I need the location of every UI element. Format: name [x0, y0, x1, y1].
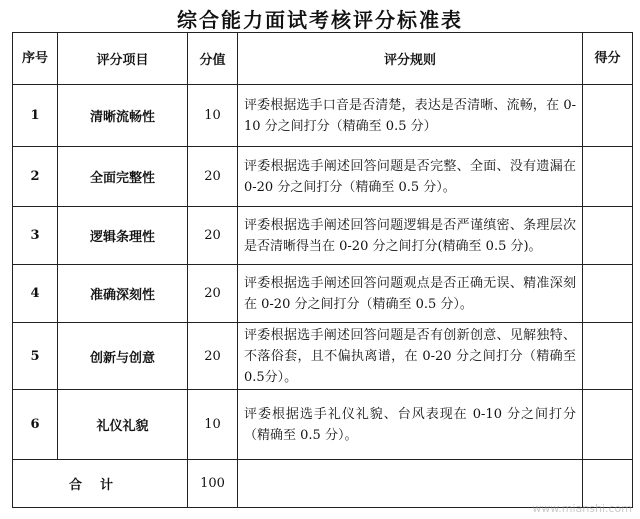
row-points: 10 — [188, 85, 238, 147]
table-row — [13, 85, 633, 147]
header-no: 序号 — [13, 33, 58, 85]
header-points: 分值 — [188, 33, 238, 85]
total-points: 100 — [188, 460, 238, 508]
row-points: 10 — [188, 390, 238, 460]
row-item: 全面完整性 — [58, 147, 188, 207]
table-row — [13, 147, 633, 207]
row-item: 准确深刻性 — [58, 265, 188, 323]
total-rule-cell — [238, 460, 583, 508]
row-score-cell[interactable] — [583, 85, 633, 147]
row-points: 20 — [188, 323, 238, 390]
row-no: 6 — [13, 390, 58, 460]
table-row — [13, 207, 633, 265]
row-item: 礼仪礼貌 — [58, 390, 188, 460]
table-header-row — [13, 33, 633, 85]
row-points: 20 — [188, 147, 238, 207]
row-rule: 评委根据选手礼仪礼貌、台风表现在 0-10 分之间打分（精确至 0.5 分）。 — [238, 390, 583, 460]
table-row — [13, 265, 633, 323]
total-label: 合计 — [13, 460, 188, 508]
table-row — [13, 323, 633, 390]
row-score-cell[interactable] — [583, 207, 633, 265]
page-title: 综合能力面试考核评分标准表 — [177, 8, 463, 32]
watermark: www.mianshi.com — [532, 502, 632, 515]
total-row — [13, 460, 633, 508]
row-rule: 评委根据选手口音是否清楚，表达是否清晰、流畅，在 0-10 分之间打分（精确至 0.5 分） — [238, 85, 583, 147]
row-no: 3 — [13, 207, 58, 265]
row-rule: 评委根据选手阐述回答问题是否有创新创意、见解独特、不落俗套，且不偏执离谱，在 0-20 分之间打分（精确至 0.5分）。 — [238, 323, 583, 390]
table-row — [13, 390, 633, 460]
row-score-cell[interactable] — [583, 390, 633, 460]
row-rule: 评委根据选手阐述回答问题是否完整、全面、没有遗漏在 0-20 分之间打分（精确至 0.5 分）。 — [238, 147, 583, 207]
row-points: 20 — [188, 207, 238, 265]
total-score-cell[interactable] — [583, 460, 633, 508]
row-score-cell[interactable] — [583, 323, 633, 390]
row-points: 20 — [188, 265, 238, 323]
row-item: 创新与创意 — [58, 323, 188, 390]
row-score-cell[interactable] — [583, 147, 633, 207]
row-rule: 评委根据选手阐述回答问题观点是否正确无误、精准深刻在 0-20 分之间打分（精确至 0.5 分）。 — [238, 265, 583, 323]
row-no: 1 — [13, 85, 58, 147]
row-no: 4 — [13, 265, 58, 323]
scoring-table — [12, 32, 633, 508]
row-no: 2 — [13, 147, 58, 207]
row-item: 清晰流畅性 — [58, 85, 188, 147]
row-score-cell[interactable] — [583, 265, 633, 323]
row-no: 5 — [13, 323, 58, 390]
row-item: 逻辑条理性 — [58, 207, 188, 265]
header-rule: 评分规则 — [238, 33, 583, 85]
row-rule: 评委根据选手阐述回答问题逻辑是否严谨缜密、条理层次是否清晰得当在 0-20 分之间打分(精确至 0.5 分)。 — [238, 207, 583, 265]
header-score: 得分 — [583, 33, 633, 85]
header-item: 评分项目 — [58, 33, 188, 85]
